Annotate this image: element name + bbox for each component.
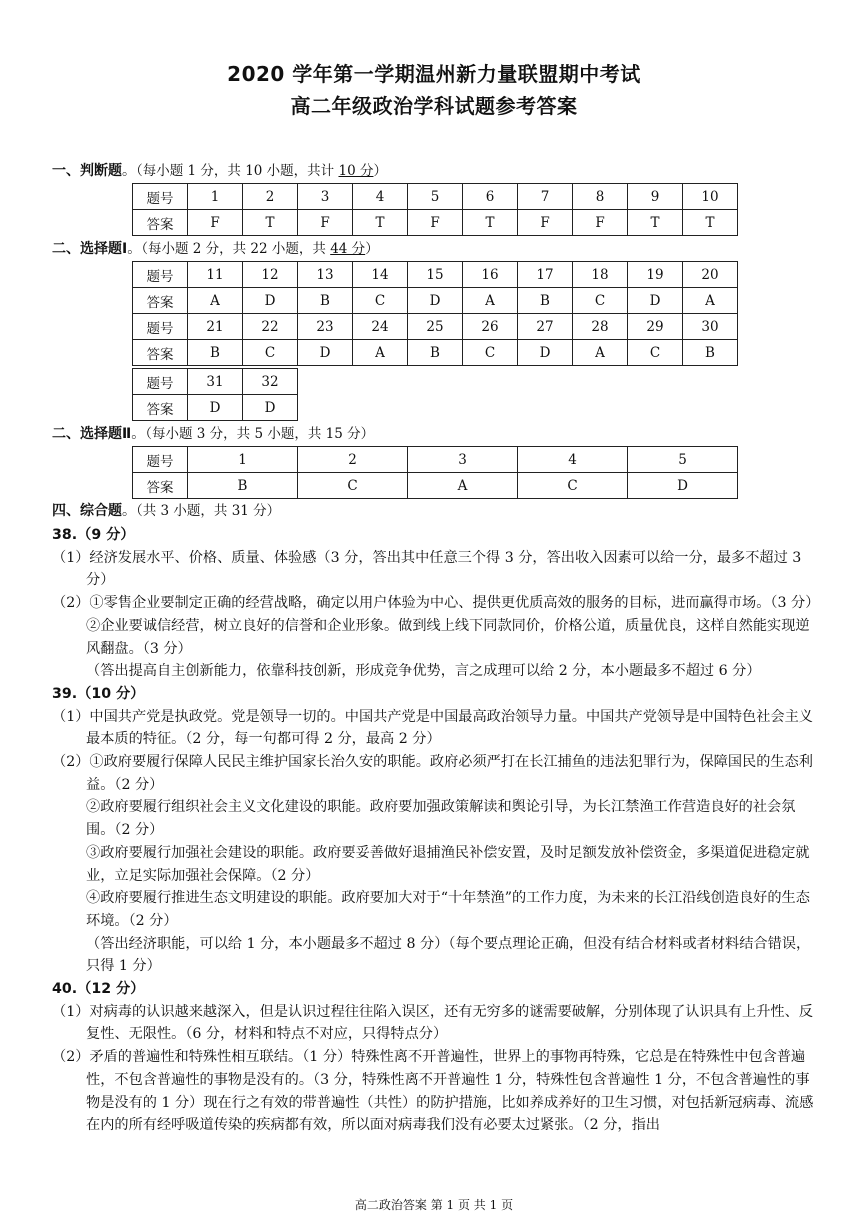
choice-1-answer-table <box>132 261 738 366</box>
section-2-note: （每小题 2 分，共 22 小题，共 <box>141 241 331 257</box>
section-3-name: 二、选择题Ⅱ <box>52 426 132 442</box>
question-39-part-2b: ②政府要履行组织社会主义文化建设的职能。政府要加强政策解读和舆论引导，为长江禁渔工作营造良好的社会氛围。（2 分） <box>86 799 796 839</box>
table-row-numbers: 题号 21 22 23 24 25 26 27 28 29 30 <box>133 314 738 340</box>
section-3-note: （每小题 3 分，共 5 小题，共 15 分） <box>145 426 375 442</box>
section-2-total: 44 分 <box>330 241 366 257</box>
table-row-answers: 答案 F T F T F T F F T T <box>133 210 738 236</box>
table-row-numbers: 题号 1 2 3 4 5 6 7 8 9 10 <box>133 184 738 210</box>
choice-1-answer-table-tail <box>132 368 298 421</box>
section-2-heading: 二、选择题Ⅰ。（每小题 2 分，共 22 小题，共 44 分） <box>52 241 379 257</box>
row-label: 答案 <box>133 210 188 236</box>
table-row-numbers: 题号 11 12 13 14 15 16 17 18 19 20 <box>133 262 738 288</box>
exam-title: 2020 学年第一学期温州新力量联盟期中考试 <box>227 62 641 86</box>
question-40-part-2: （2）矛盾的普遍性和特殊性相互联结。（1 分）特殊性离不开普遍性，世界上的事物再特殊，它总是在特殊性中包含普遍性，不包含普遍性的事物是没有的。（3 分，特殊性离不开普遍性 1 分，特殊性包含普遍性 1 分，不包含普遍性的事物是没有的 1 分）现在行之有效的带普遍性（共性）的防护措施，比如养成养好的卫生习惯，对包括新冠病毒、流感在内的所有经呼吸道传染的疾病都有效，所以面对病毒我们没有必要太过紧张。（2 分，指出 <box>52 1049 814 1134</box>
section-1-heading: 一、判断题。（每小题 1 分，共 10 小题，共计 10 分） <box>52 163 387 179</box>
question-38-note: （答出提高自主创新能力，依靠科技创新，形成竞争优势，言之成理可以给 2 分，本小题最多不超过 6 分） <box>86 663 761 680</box>
table-row-numbers: 题号 1 2 3 4 5 <box>133 447 738 473</box>
comprehensive-answers <box>52 524 822 1137</box>
question-40-heading: 40.（12 分） <box>52 981 145 998</box>
table-row-answers: 答案 B C D A B C D A C B <box>133 340 738 366</box>
page-footer: 高二政治答案 第 1 页 共 1 页 <box>354 1198 514 1212</box>
section-1-note: （每小题 1 分，共 10 小题，共计 <box>136 163 339 179</box>
question-39-part-2a: （2）①政府要履行保障人民民主维护国家长治久安的职能。政府必须严打在长江捕鱼的违法犯罪行为，保障国民的生态利益。（2 分） <box>52 754 813 793</box>
question-39-part-2d: ④政府要履行推进生态文明建设的职能。政府要加大对于“十年禁渔”的工作力度，为未来的长江沿线创造良好的生态环境。（2 分） <box>86 890 810 929</box>
section-4-heading: 四、综合题。（共 3 小题，共 31 分） <box>52 503 281 519</box>
table-row-answers: 答案 A D B C D A B C D A <box>133 288 738 314</box>
section-2-name: 二、选择题Ⅰ <box>52 241 128 257</box>
table-row-answers: 答案 B C A C D <box>133 473 738 499</box>
question-39-note: （答出经济职能，可以给 1 分，本小题最多不超过 8 分）（每个要点理论正确，但没有结合材料或者材料结合错误，只得 1 分） <box>86 935 811 975</box>
question-40-part-1: （1）对病毒的认识越来越深入，但是认识过程往往陷入误区，还有无穷多的谜需要破解，分别体现了认识具有上升性、反复性、无限性。（6 分，材料和特点不对应，只得特点分） <box>52 1003 813 1043</box>
section-1-total: 10 分 <box>338 163 374 179</box>
section-4-name: 四、综合题 <box>52 503 122 519</box>
judgment-answer-table <box>132 183 738 236</box>
row-label: 题号 <box>133 184 188 210</box>
choice-2-answer-table <box>132 446 738 499</box>
question-38-part-1: （1）经济发展水平、价格、质量、体验感（3 分，答出其中任意三个得 3 分，答出收入因素可以给一分，最多不超过 3 分） <box>52 549 802 589</box>
section-3-heading: 二、选择题Ⅱ。（每小题 3 分，共 5 小题，共 15 分） <box>52 426 375 442</box>
table-row-numbers: 题号 31 32 <box>133 369 298 395</box>
exam-subtitle: 高二年级政治学科试题参考答案 <box>290 94 578 118</box>
question-39-part-1: （1）中国共产党是执政党。党是领导一切的。中国共产党是中国最高政治领导力量。中国共产党领导是中国特色社会主义最本质的特征。（2 分，每一句都可得 2 分，最高 2 分） <box>52 708 813 748</box>
section-1-name: 一、判断题 <box>52 163 122 179</box>
section-4-note: （共 3 小题，共 31 分） <box>136 503 281 519</box>
question-39-part-2c: ③政府要履行加强社会建设的职能。政府要妥善做好退捕渔民补偿安置，及时足额发放补偿资金，多渠道促进稳定就业，立足实际加强社会保障。（2 分） <box>86 844 810 884</box>
question-38-part-2b: ②企业要诚信经营，树立良好的信誉和企业形象。做到线上线下同款同价，价格公道，质量优良，这样自然能实现逆风翻盘。（3 分） <box>86 617 810 657</box>
question-38-part-2a: （2）①零售企业要制定正确的经营战略，确定以用户体验为中心、提供更优质高效的服务的目标，进而赢得市场。（3 分） <box>52 595 820 612</box>
question-39-heading: 39.（10 分） <box>52 685 145 702</box>
question-38-heading: 38.（9 分） <box>52 527 135 543</box>
table-row-answers: 答案 D D <box>133 395 298 421</box>
